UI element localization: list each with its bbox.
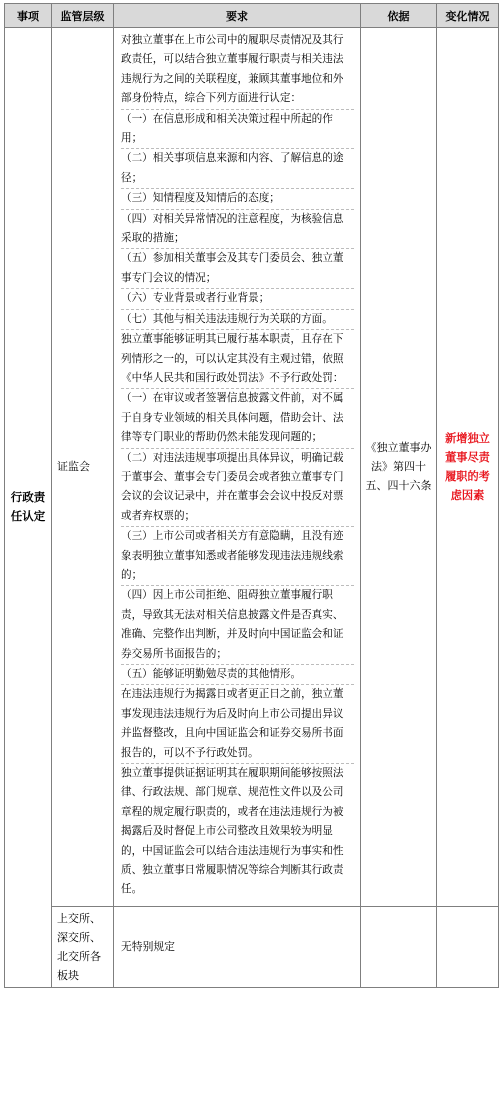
requirement-paragraph: （七）其他与相关违法违规行为关联的方面。 [121,309,354,329]
requirement-cell: 无特别规定 [114,906,361,987]
header-row [5,4,499,28]
requirement-paragraph: （三）知情程度及知情后的态度； [121,188,354,208]
table-row [5,906,499,987]
change-cell [437,906,499,987]
requirement-paragraph: 在违法违规行为揭露日或者更正日之前，独立董事发现违法违规行为后及时向上市公司提出异议并监督整改，且向中国证监会和证券交易所书面报告的，可以不予行政处罚。 [121,684,354,763]
requirement-cell [114,28,361,907]
requirement-paragraph: （二）对违法违规事项提出具体异议，明确记载于董事会、董事会专门委员会或者独立董事专门会议的会议记录中，并在董事会会议中投反对票或者弃权票的； [121,448,354,527]
regulation-table [4,3,499,988]
header-requirement: 要求 [114,4,361,28]
basis-cell: 《独立董事办法》第四十五、四十六条 [361,28,437,907]
table-row [5,28,499,907]
level-cell: 证监会 [52,28,114,907]
requirement-paragraph: （二）相关事项信息来源和内容、了解信息的途径； [121,148,354,188]
requirement-paragraph: （四）因上市公司拒绝、阻碍独立董事履行职责，导致其无法对相关信息披露文件是否真实、准确、完整作出判断，并及时向中国证监会和证券交易所书面报告的； [121,585,354,664]
item-cell: 行政责任认定 [5,28,52,988]
header-basis: 依据 [361,4,437,28]
requirement-paragraph: （一）在信息形成和相关决策过程中所起的作用； [121,109,354,149]
requirement-paragraph: 独立董事提供证据证明其在履职期间能够按照法律、行政法规、部门规章、规范性文件以及公司章程的规定履行职责的，或者在违法违规行为被揭露后及时督促上市公司整改且效果较为明显的，中国证监会可以结合违法违规行为事实和性质、独立董事日常履职情况等综合判断其行政责任。 [121,763,354,900]
header-item: 事项 [5,4,52,28]
requirement-paragraph: （五）能够证明勤勉尽责的其他情形。 [121,664,354,684]
requirement-paragraph: （六）专业背景或者行业背景； [121,288,354,308]
header-change: 变化情况 [437,4,499,28]
level-cell: 上交所、深交所、北交所各板块 [52,906,114,987]
requirement-paragraph: 对独立董事在上市公司中的履职尽责情况及其行政责任，可以结合独立董事履行职责与相关违法违规行为之间的关联程度，兼顾其董事地位和外部身份特点，综合下列方面进行认定： [121,34,344,105]
requirement-paragraph: （三）上市公司或者相关方有意隐瞒，且没有迹象表明独立董事知悉或者能够发现违法违规线索的； [121,526,354,585]
requirement-paragraph: （四）对相关异常情况的注意程度，为核验信息采取的措施； [121,209,354,249]
change-cell: 新增独立董事尽责履职的考虑因素 [437,28,499,907]
basis-cell [361,906,437,987]
requirement-paragraph: 独立董事能够证明其已履行基本职责，且存在下列情形之一的，可以认定其没有主观过错，依照《中华人民共和国行政处罚法》不予行政处罚： [121,329,354,388]
header-level: 监管层级 [52,4,114,28]
requirement-paragraph: （一）在审议或者签署信息披露文件前，对不属于自身专业领域的相关具体问题，借助会计、法律等专门职业的帮助仍然未能发现问题的； [121,388,354,447]
requirement-paragraph: （五）参加相关董事会及其专门委员会、独立董事专门会议的情况； [121,248,354,288]
